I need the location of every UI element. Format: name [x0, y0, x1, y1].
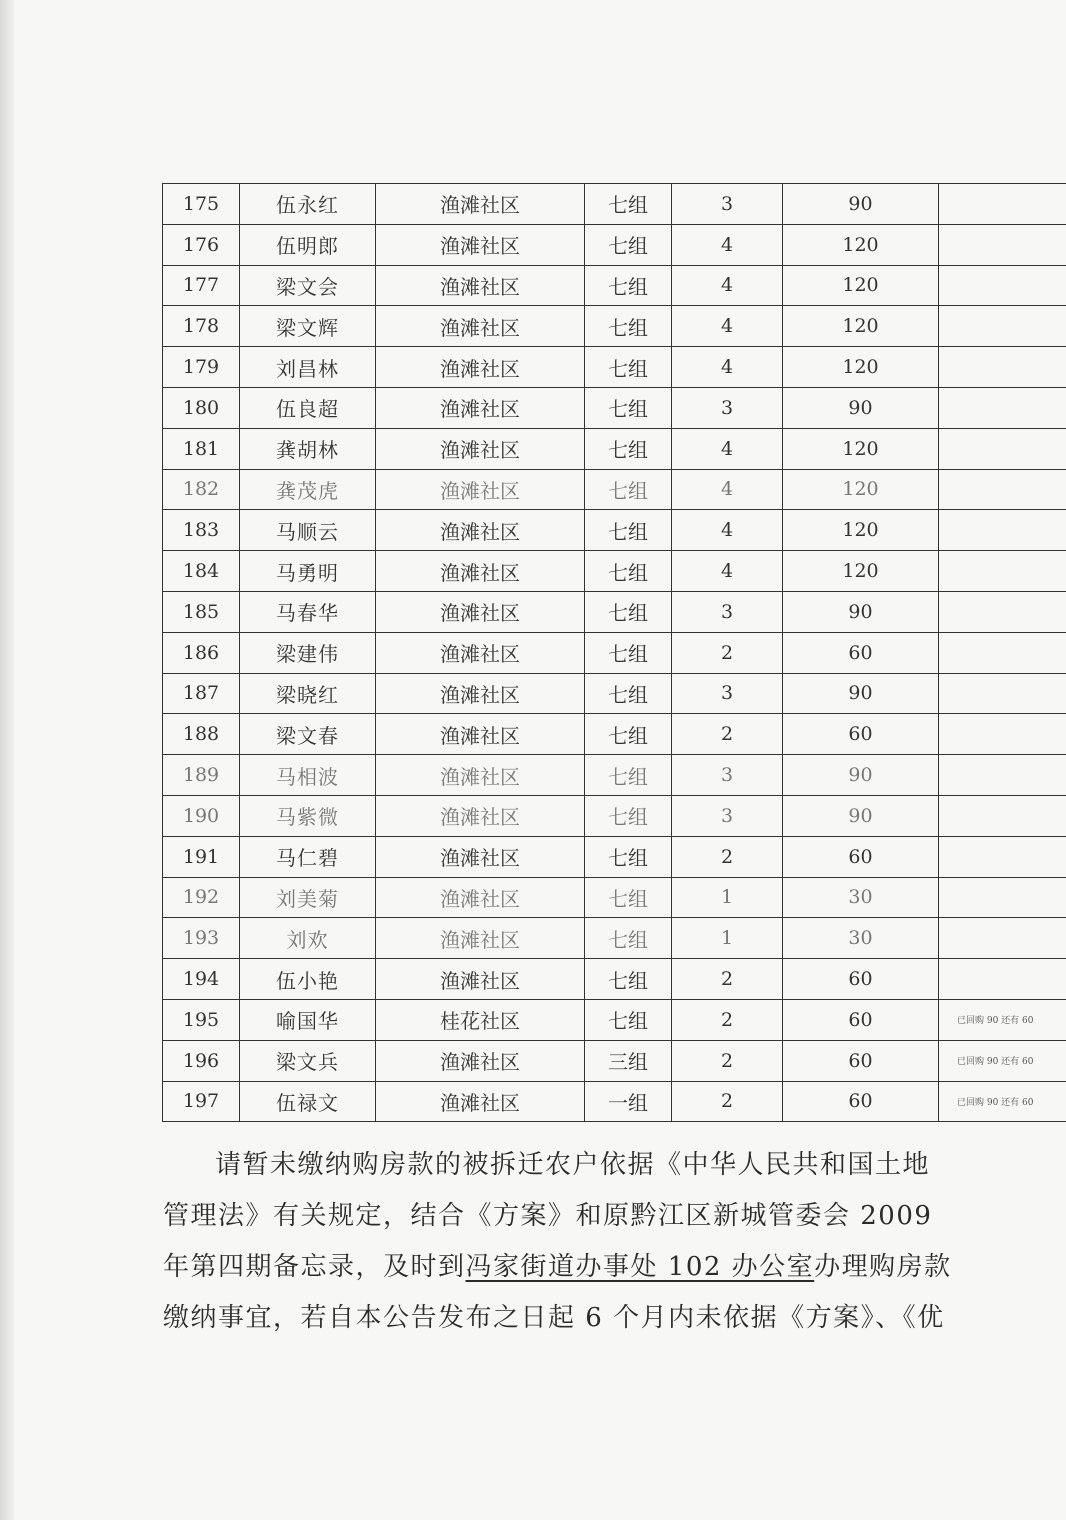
name-cell: 马勇明 [240, 551, 376, 592]
group-cell: 七组 [585, 673, 672, 714]
name-cell: 马紫微 [240, 795, 376, 836]
name-cell: 梁文会 [240, 265, 376, 306]
name-cell: 梁文春 [240, 714, 376, 755]
notice-line-3 [163, 1242, 963, 1293]
area-cell: 120 [783, 265, 939, 306]
table-row [163, 1040, 1066, 1081]
name-cell: 刘欢 [240, 918, 376, 959]
household-count-cell: 3 [672, 387, 783, 428]
table-row [163, 184, 1066, 225]
group-cell: 三组 [585, 1040, 672, 1081]
notice-line-3-start: 年第四期备忘录，及时到 [163, 1252, 466, 1282]
household-count-cell: 1 [672, 918, 783, 959]
household-table-grid [162, 183, 1066, 1122]
community-cell: 渔滩社区 [376, 877, 585, 918]
table-row [163, 714, 1066, 755]
table-row [163, 469, 1066, 510]
area-cell: 90 [783, 184, 939, 225]
row-number-cell: 177 [163, 265, 240, 306]
page-edge-shadow [0, 0, 14, 1520]
row-number-cell: 182 [163, 469, 240, 510]
name-cell: 伍永红 [240, 184, 376, 225]
area-cell: 120 [783, 347, 939, 388]
group-cell: 七组 [585, 836, 672, 877]
community-cell: 渔滩社区 [376, 387, 585, 428]
name-cell: 马仁碧 [240, 836, 376, 877]
note-cell [939, 632, 1066, 673]
row-number-cell: 195 [163, 999, 240, 1040]
household-count-cell: 4 [672, 347, 783, 388]
table-row [163, 591, 1066, 632]
area-cell: 120 [783, 224, 939, 265]
table-row [163, 224, 1066, 265]
row-number-cell: 184 [163, 551, 240, 592]
area-cell: 120 [783, 469, 939, 510]
note-cell [939, 755, 1066, 796]
group-cell: 七组 [585, 428, 672, 469]
table-row [163, 959, 1066, 1000]
note-cell [939, 224, 1066, 265]
household-count-cell: 1 [672, 877, 783, 918]
area-cell: 90 [783, 755, 939, 796]
row-number-cell: 175 [163, 184, 240, 225]
household-count-cell: 2 [672, 959, 783, 1000]
notice-paragraph [163, 1140, 963, 1344]
area-cell: 120 [783, 428, 939, 469]
name-cell: 伍良超 [240, 387, 376, 428]
row-number-cell: 192 [163, 877, 240, 918]
note-cell: 已回购 90 还有 60 [939, 999, 1066, 1040]
group-cell: 七组 [585, 306, 672, 347]
row-number-cell: 186 [163, 632, 240, 673]
name-cell: 喻国华 [240, 999, 376, 1040]
community-cell: 渔滩社区 [376, 1040, 585, 1081]
row-number-cell: 178 [163, 306, 240, 347]
row-number-cell: 176 [163, 224, 240, 265]
area-cell: 60 [783, 1040, 939, 1081]
table-row [163, 632, 1066, 673]
community-cell: 渔滩社区 [376, 836, 585, 877]
group-cell: 七组 [585, 999, 672, 1040]
row-number-cell: 181 [163, 428, 240, 469]
note-cell [939, 591, 1066, 632]
area-cell: 120 [783, 510, 939, 551]
table-row [163, 306, 1066, 347]
community-cell: 桂花社区 [376, 999, 585, 1040]
row-number-cell: 191 [163, 836, 240, 877]
area-cell: 60 [783, 714, 939, 755]
name-cell: 伍明郎 [240, 224, 376, 265]
household-count-cell: 2 [672, 836, 783, 877]
table-row [163, 795, 1066, 836]
table-row [163, 877, 1066, 918]
community-cell: 渔滩社区 [376, 265, 585, 306]
area-cell: 90 [783, 673, 939, 714]
note-cell [939, 877, 1066, 918]
community-cell: 渔滩社区 [376, 306, 585, 347]
household-table [162, 183, 1066, 1122]
household-count-cell: 2 [672, 999, 783, 1040]
community-cell: 渔滩社区 [376, 591, 585, 632]
table-row [163, 265, 1066, 306]
group-cell: 七组 [585, 632, 672, 673]
community-cell: 渔滩社区 [376, 632, 585, 673]
community-cell: 渔滩社区 [376, 184, 585, 225]
household-count-cell: 3 [672, 184, 783, 225]
note-cell [939, 510, 1066, 551]
household-count-cell: 4 [672, 469, 783, 510]
area-cell: 120 [783, 551, 939, 592]
row-number-cell: 183 [163, 510, 240, 551]
note-cell [939, 918, 1066, 959]
row-number-cell: 185 [163, 591, 240, 632]
area-cell: 60 [783, 836, 939, 877]
community-cell: 渔滩社区 [376, 469, 585, 510]
household-count-cell: 4 [672, 306, 783, 347]
name-cell: 刘昌林 [240, 347, 376, 388]
community-cell: 渔滩社区 [376, 795, 585, 836]
area-cell: 90 [783, 591, 939, 632]
note-cell: 已回购 90 还有 60 [939, 1040, 1066, 1081]
community-cell: 渔滩社区 [376, 551, 585, 592]
group-cell: 七组 [585, 347, 672, 388]
notice-line-4: 缴纳事宜，若自本公告发布之日起 6 个月内未依据《方案》、《优 [163, 1303, 945, 1333]
table-row [163, 347, 1066, 388]
table-row [163, 755, 1066, 796]
table-row [163, 510, 1066, 551]
household-count-cell: 4 [672, 510, 783, 551]
household-count-cell: 4 [672, 551, 783, 592]
community-cell: 渔滩社区 [376, 918, 585, 959]
table-row [163, 428, 1066, 469]
community-cell: 渔滩社区 [376, 959, 585, 1000]
area-cell: 30 [783, 918, 939, 959]
household-count-cell: 4 [672, 428, 783, 469]
note-cell [939, 551, 1066, 592]
area-cell: 60 [783, 999, 939, 1040]
note-cell [939, 673, 1066, 714]
name-cell: 伍禄文 [240, 1081, 376, 1122]
table-row [163, 918, 1066, 959]
name-cell: 梁建伟 [240, 632, 376, 673]
household-count-cell: 3 [672, 755, 783, 796]
group-cell: 七组 [585, 755, 672, 796]
note-cell [939, 265, 1066, 306]
table-row [163, 551, 1066, 592]
name-cell: 马相波 [240, 755, 376, 796]
name-cell: 梁晓红 [240, 673, 376, 714]
name-cell: 龚胡林 [240, 428, 376, 469]
household-count-cell: 4 [672, 265, 783, 306]
table-row [163, 387, 1066, 428]
name-cell: 龚茂虎 [240, 469, 376, 510]
note-cell [939, 306, 1066, 347]
household-count-cell: 2 [672, 1081, 783, 1122]
name-cell: 梁文兵 [240, 1040, 376, 1081]
household-count-cell: 3 [672, 673, 783, 714]
area-cell: 90 [783, 387, 939, 428]
row-number-cell: 194 [163, 959, 240, 1000]
area-cell: 60 [783, 1081, 939, 1122]
household-count-cell: 2 [672, 1040, 783, 1081]
group-cell: 七组 [585, 469, 672, 510]
note-cell [939, 469, 1066, 510]
community-cell: 渔滩社区 [376, 428, 585, 469]
group-cell: 七组 [585, 918, 672, 959]
group-cell: 七组 [585, 510, 672, 551]
table-row [163, 836, 1066, 877]
area-cell: 30 [783, 877, 939, 918]
row-number-cell: 189 [163, 755, 240, 796]
row-number-cell: 179 [163, 347, 240, 388]
community-cell: 渔滩社区 [376, 755, 585, 796]
group-cell: 七组 [585, 877, 672, 918]
row-number-cell: 196 [163, 1040, 240, 1081]
name-cell: 马顺云 [240, 510, 376, 551]
group-cell: 七组 [585, 795, 672, 836]
community-cell: 渔滩社区 [376, 224, 585, 265]
group-cell: 七组 [585, 714, 672, 755]
group-cell: 七组 [585, 959, 672, 1000]
group-cell: 七组 [585, 265, 672, 306]
note-cell: 已回购 90 还有 60 [939, 1081, 1066, 1122]
community-cell: 渔滩社区 [376, 347, 585, 388]
row-number-cell: 190 [163, 795, 240, 836]
row-number-cell: 188 [163, 714, 240, 755]
community-cell: 渔滩社区 [376, 510, 585, 551]
household-count-cell: 4 [672, 224, 783, 265]
office-location: 冯家街道办事处 102 办公室 [465, 1252, 815, 1282]
household-count-cell: 3 [672, 795, 783, 836]
notice-line-3-end: 办理购房款 [814, 1252, 952, 1282]
name-cell: 梁文辉 [240, 306, 376, 347]
note-cell [939, 347, 1066, 388]
community-cell: 渔滩社区 [376, 714, 585, 755]
note-cell [939, 387, 1066, 428]
note-cell [939, 714, 1066, 755]
area-cell: 60 [783, 959, 939, 1000]
note-cell [939, 428, 1066, 469]
household-count-cell: 2 [672, 632, 783, 673]
group-cell: 七组 [585, 551, 672, 592]
table-row [163, 1081, 1066, 1122]
row-number-cell: 197 [163, 1081, 240, 1122]
area-cell: 120 [783, 306, 939, 347]
notice-line-1: 请暂未缴纳购房款的被拆迁农户依据《中华人民共和国土地 [215, 1150, 931, 1180]
group-cell: 七组 [585, 591, 672, 632]
community-cell: 渔滩社区 [376, 1081, 585, 1122]
row-number-cell: 180 [163, 387, 240, 428]
community-cell: 渔滩社区 [376, 673, 585, 714]
note-cell [939, 959, 1066, 1000]
note-cell [939, 795, 1066, 836]
household-count-cell: 3 [672, 591, 783, 632]
group-cell: 一组 [585, 1081, 672, 1122]
name-cell: 马春华 [240, 591, 376, 632]
table-row [163, 999, 1066, 1040]
area-cell: 60 [783, 632, 939, 673]
group-cell: 七组 [585, 387, 672, 428]
name-cell: 刘美菊 [240, 877, 376, 918]
household-table-body [163, 184, 1066, 1122]
note-cell [939, 184, 1066, 225]
row-number-cell: 187 [163, 673, 240, 714]
group-cell: 七组 [585, 224, 672, 265]
name-cell: 伍小艳 [240, 959, 376, 1000]
group-cell: 七组 [585, 184, 672, 225]
note-cell [939, 836, 1066, 877]
row-number-cell: 193 [163, 918, 240, 959]
area-cell: 90 [783, 795, 939, 836]
notice-line-2: 管理法》有关规定，结合《方案》和原黔江区新城管委会 2009 [163, 1201, 933, 1231]
table-row [163, 673, 1066, 714]
household-count-cell: 2 [672, 714, 783, 755]
